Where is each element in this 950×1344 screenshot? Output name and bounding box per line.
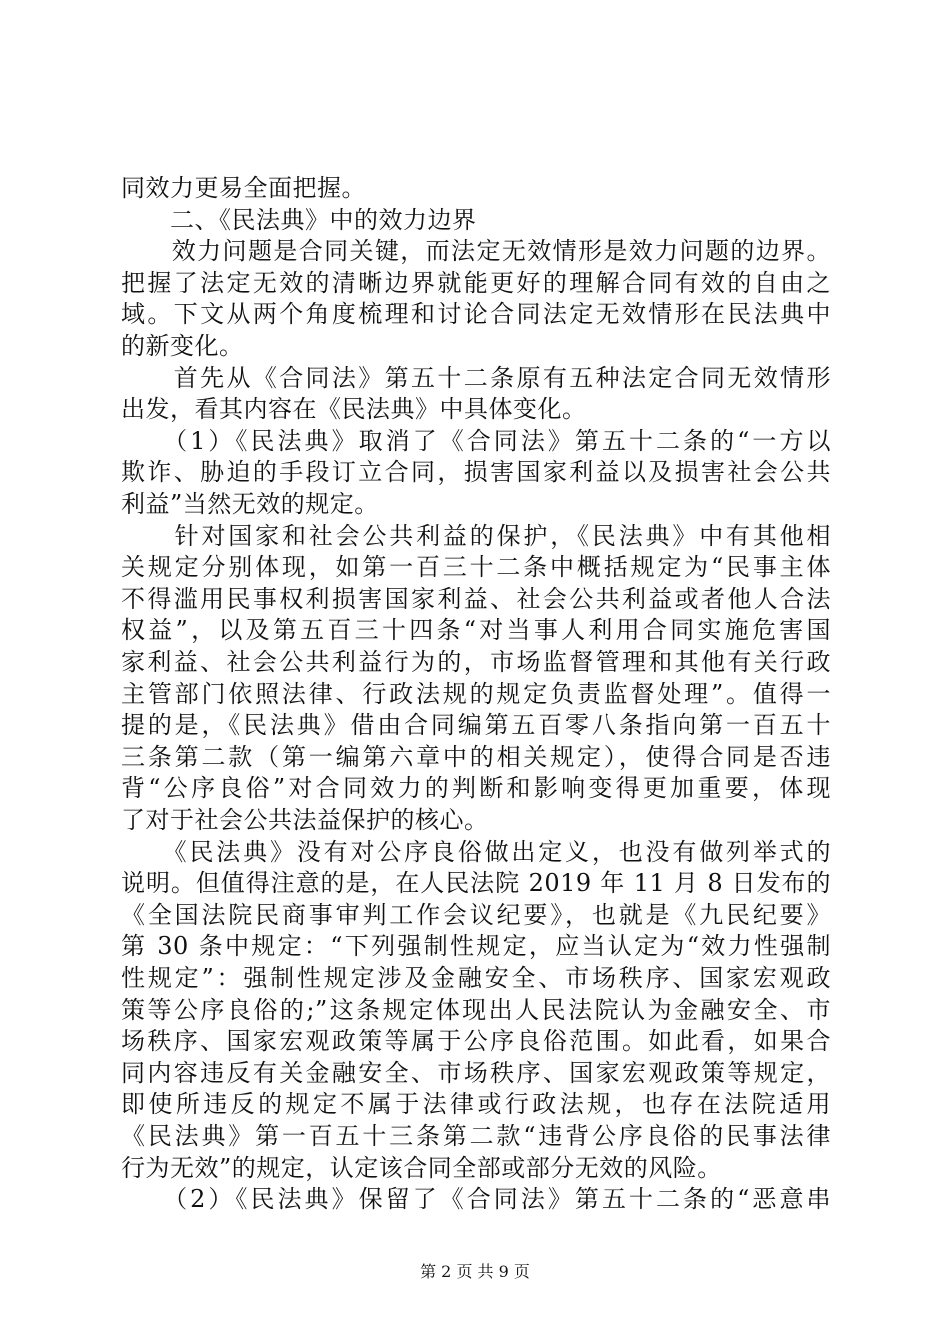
text-line: 说明。但值得注意的是，在人民法院 2019 年 11 月 8 日发布的 (121, 869, 831, 898)
text-line: 同效力更易全面把握。 (121, 174, 366, 202)
text-line: 出发，看其内容在《民法典》中具体变化。 (121, 395, 587, 424)
text-line: 背“公序良俗”对合同效力的判断和影响变得更加重要，体现 (121, 774, 831, 803)
text-line: 策等公序良俗的;”这条规定体现出人民法院认为金融安全、市 (121, 995, 831, 1024)
text-line: 《全国法院民商事审判工作会议纪要》，也就是《九民纪要》 (121, 900, 831, 929)
text-line: 欺诈、胁迫的手段订立合同，损害国家利益以及损害社会公共 (121, 458, 831, 487)
text-line: 的新变化。 (121, 332, 244, 360)
text-line: 效力问题是合同关键，而法定无效情形是效力问题的边界。 (121, 237, 831, 266)
text-line: 利益”当然无效的规定。 (121, 490, 379, 518)
text-line: 主管部门依照法律、行政法规的规定负责监督处理”。值得一 (121, 679, 831, 708)
text-line: 行为无效”的规定，认定该合同全部或部分无效的风险。 (121, 1153, 722, 1182)
text-line: 场秩序、国家宏观政策等属于公序良俗范围。如此看，如果合 (121, 1027, 831, 1056)
text-line: 提的是，《民法典》借由合同编第五百零八条指向第一百五十 (121, 711, 831, 740)
text-line: 即使所违反的规定不属于法律或行政法规，也存在法院适用 (121, 1090, 831, 1119)
text-line: （1）《民法典》取消了《合同法》第五十二条的“一方以 (121, 426, 831, 455)
text-line: 第 30 条中规定：“下列强制性规定，应当认定为“效力性强制 (121, 932, 831, 961)
text-line: 不得滥用民事权利损害国家利益、社会公共利益或者他人合法 (121, 584, 831, 613)
text-line: 关规定分别体现，如第一百三十二条中概括规定为“民事主体 (121, 553, 831, 582)
text-line: 三条第二款（第一编第六章中的相关规定），使得合同是否违 (121, 742, 831, 771)
text-line: 把握了法定无效的清晰边界就能更好的理解合同有效的自由之 (121, 268, 831, 297)
text-line: 同内容违反有关金融安全、市场秩序、国家宏观政策等规定， (121, 1058, 831, 1087)
text-line: 《民法典》没有对公序良俗做出定义，也没有做列举式的 (121, 837, 831, 866)
text-line: 《民法典》第一百五十三条第二款“违背公序良俗的民事法律 (121, 1122, 831, 1150)
text-line: 针对国家和社会公共利益的保护，《民法典》中有其他相 (121, 521, 831, 550)
text-line: 权益”，以及第五百三十四条“对当事人利用合同实施危害国 (121, 616, 831, 645)
text-line: 域。下文从两个角度梳理和讨论合同法定无效情形在民法典中 (121, 300, 831, 329)
text-line: 了对于社会公共法益保护的核心。 (121, 806, 489, 834)
text-line: 家利益、社会公共利益行为的，市场监督管理和其他有关行政 (121, 648, 831, 676)
text-line: （2）《民法典》保留了《合同法》第五十二条的“恶意串 (121, 1185, 831, 1214)
text-line: 性规定”：强制性规定涉及金融安全、市场秩序、国家宏观政 (121, 964, 831, 992)
text-line: 二、《民法典》中的效力边界 (121, 205, 477, 234)
page-footer: 第 2 页 共 9 页 (420, 1262, 530, 1281)
text-line: 首先从《合同法》第五十二条原有五种法定合同无效情形 (121, 363, 831, 392)
